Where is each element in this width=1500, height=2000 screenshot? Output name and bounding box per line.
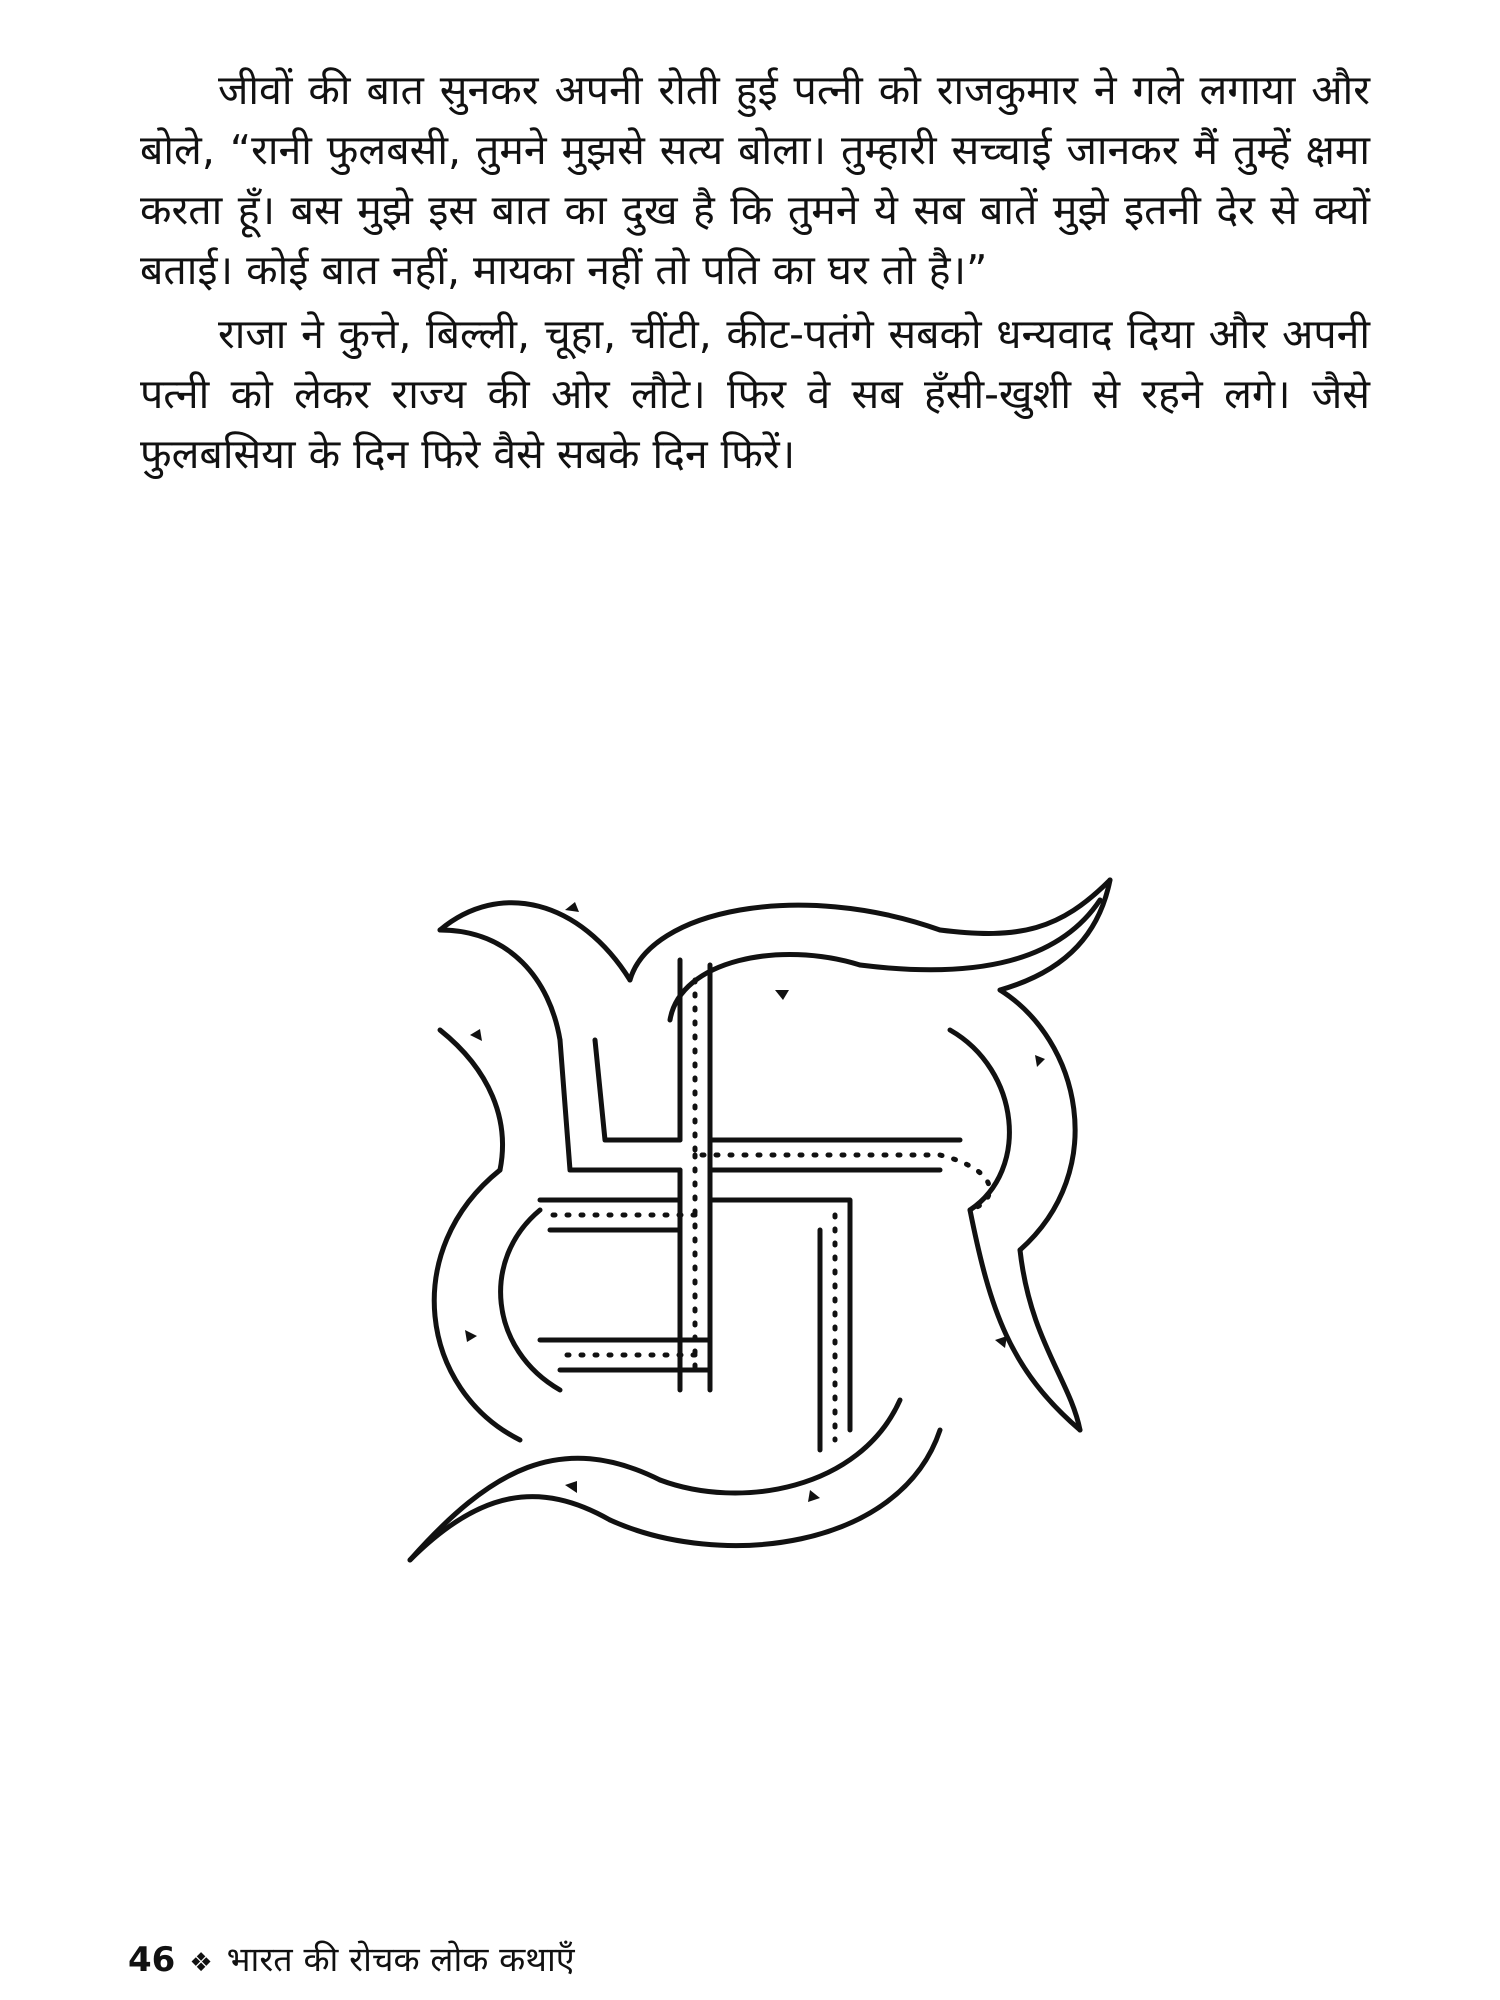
swastika-knot-ornament-icon [380, 870, 1140, 1590]
page-number: 46 [128, 1940, 176, 1980]
paragraph-2: राजा ने कुत्ते, बिल्ली, चूहा, चींटी, कीट-पतंगे सबको धन्यवाद दिया और अपनी पत्नी को लेकर राज्य की ओर लौटे। फिर वे सब हँसी-खुशी से रहने लगे। जैसे फुलबसिया के दिन फिरे वैसे सबके दिन फिरें। [140, 310, 1370, 478]
diamond-separator-icon: ❖ [189, 1948, 213, 1978]
paragraph-1: जीवों की बात सुनकर अपनी रोती हुई पत्नी को राजकुमार ने गले लगाया और बोले, “रानी फुलबसी, तुमने मुझसे सत्य बोला। तुम्हारी सच्चाई जानकर मैं तुम्हें क्षमा करता हूँ। बस मुझे इस बात का दुख है कि तुमने ये सब बातें मुझे इतनी देर से क्यों बताई। कोई बात नहीं, मायका नहीं तो पति का घर तो है।” [140, 66, 1370, 294]
story-text [140, 60, 1370, 484]
page-footer [128, 1938, 575, 1985]
book-title: भारत की रोचक लोक कथाएँ [226, 1940, 575, 1980]
